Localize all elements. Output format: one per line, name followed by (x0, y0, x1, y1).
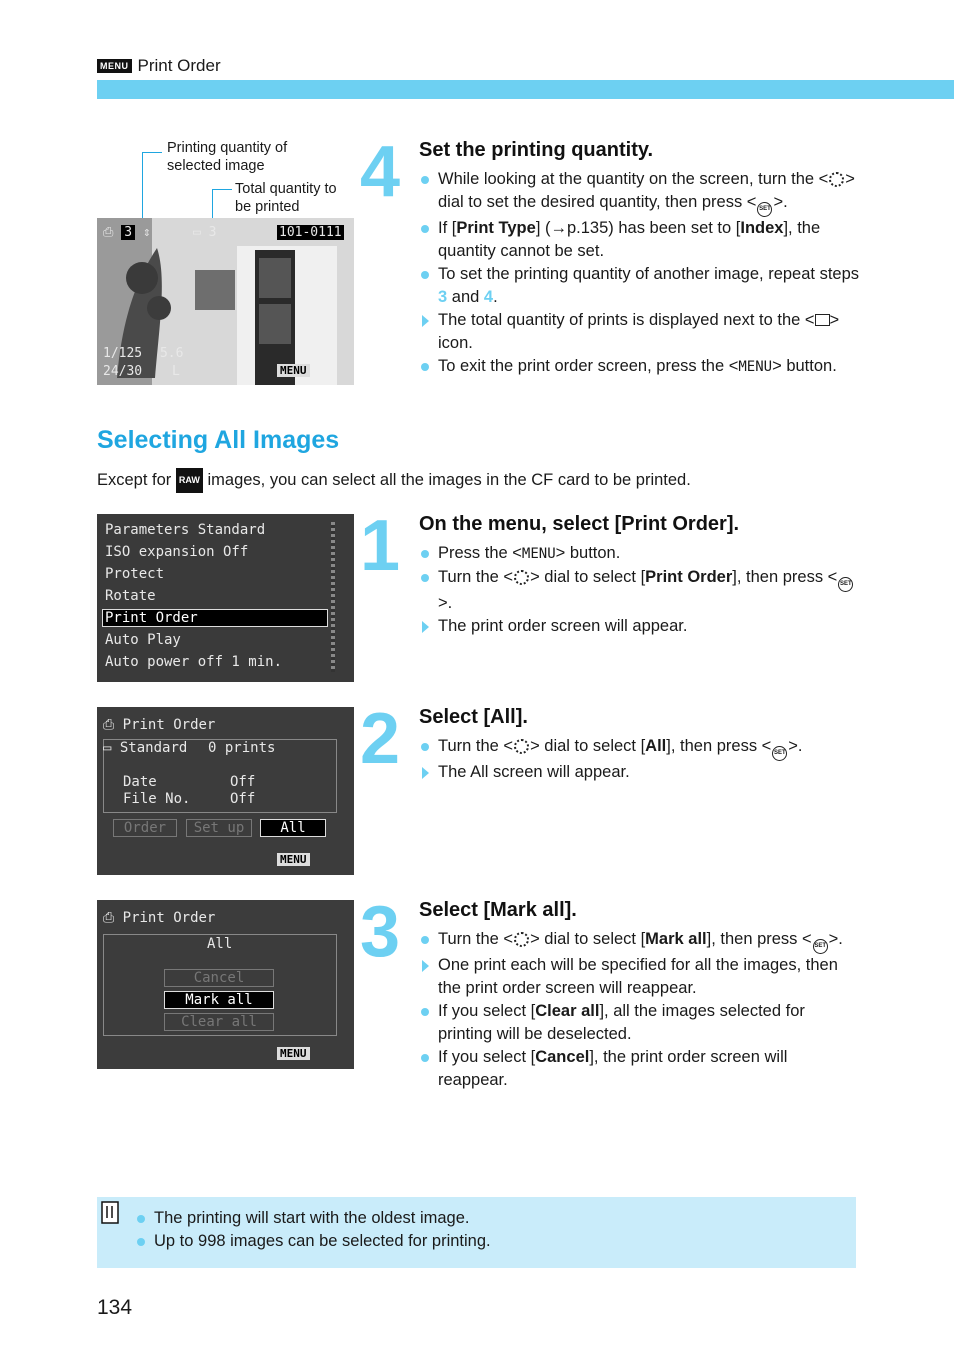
intro-text: Except for (97, 471, 172, 489)
list-item: The All screen will appear. (419, 761, 859, 784)
step-title: Select [All]. (419, 706, 528, 728)
step-2 (419, 706, 859, 784)
lcd-btn-order: Order (113, 819, 177, 837)
note-icon (101, 1201, 121, 1225)
note-item: Up to 998 images can be selected for printing. (135, 1230, 491, 1253)
header-label: Print Order (137, 56, 221, 75)
intro-text: images, you can select all the images in the CF card to be printed. (207, 471, 691, 489)
dial-icon (514, 739, 529, 754)
list-item: The print order screen will appear. (419, 615, 859, 638)
callout-line (142, 152, 162, 153)
list-item: Press the <MENU> button. (419, 542, 859, 566)
set-button-icon: SET (757, 202, 772, 217)
note-box (97, 1197, 856, 1268)
lcd-file-value: Off (230, 791, 256, 807)
print-stack-icon: ▭ (193, 225, 201, 240)
menu-row: Auto Play (105, 632, 181, 648)
print-icon: ⎙ (103, 910, 115, 926)
print-icon: ⎙ (103, 717, 115, 733)
step-number: 2 (360, 699, 397, 779)
lcd-menu-icon: MENU (277, 364, 310, 377)
lcd-menu-icon: MENU (277, 1047, 310, 1060)
lcd-btn-mark-all: Mark all (164, 991, 274, 1009)
menu-row: Rotate (105, 588, 156, 604)
menu-row: Auto power off 1 min. (105, 654, 283, 670)
note-item: The printing will start with the oldest image. (135, 1207, 491, 1230)
dial-icon (514, 932, 529, 947)
section-intro (97, 468, 691, 493)
list-item: To set the printing quantity of another image, repeat steps 3 and 4. (419, 263, 859, 309)
lcd-print-quantity (97, 218, 354, 385)
lcd-date-label: Date (123, 774, 157, 790)
print-stack-icon (815, 314, 830, 326)
list-item: If you select [Clear all], all the images selected for printing will be deselected. (419, 1000, 859, 1046)
list-item: Turn the < > dial to select [All], then press < SET >. (419, 735, 859, 761)
lcd-prints: 0 prints (208, 740, 276, 756)
step-3 (419, 899, 859, 1092)
set-button-icon: SET (813, 939, 828, 954)
step-1 (419, 513, 859, 638)
callout-qty-total: Total quantity to be printed (235, 181, 337, 215)
dial-icon (514, 570, 529, 585)
lcd-standard: Standard (119, 740, 188, 756)
lcd-shutter: 1/125 (103, 346, 143, 361)
list-item: One print each will be specified for all the images, then the print order screen will reappear. (419, 954, 859, 1000)
lcd-frame: 24/30 (103, 364, 143, 379)
list-item: While looking at the quantity on the screen, turn the < > dial to set the desired quantity, then press < SET >. (419, 168, 859, 217)
callout-qty-selected: Printing quantity of selected image (167, 140, 288, 174)
header-bar (97, 80, 954, 99)
set-button-icon: SET (838, 577, 853, 592)
lcd-file-label: File No. (123, 791, 191, 807)
list-item: Turn the < > dial to select [Mark all], then press < SET >. (419, 928, 859, 954)
print-stack-icon: ▭ (103, 740, 112, 756)
list-item: To exit the print order screen, press the <MENU> button. (419, 355, 859, 379)
lcd-btn-all: All (260, 819, 326, 837)
menu-icon: MENU (97, 59, 132, 73)
step-title: On the menu, select [Print Order]. (419, 513, 740, 535)
lcd-aperture: 5.6 (159, 346, 184, 361)
lcd-btn-cancel: Cancel (164, 969, 274, 987)
raw-icon: RAW (176, 468, 203, 493)
lcd-menu-icon: MENU (277, 853, 310, 866)
step-number: 3 (360, 892, 397, 972)
lcd-total: 3 (208, 225, 217, 240)
lcd-subtitle: All (207, 936, 233, 952)
menu-row: Protect (105, 566, 165, 582)
lcd-all (97, 900, 354, 1069)
lcd-date-value: Off (230, 774, 256, 790)
lcd-file: 101-0111 (279, 225, 342, 240)
updown-icon: ⇕ (142, 225, 151, 240)
menu-row-selected: Print Order (103, 610, 327, 626)
dial-icon (829, 172, 844, 187)
page-header (97, 56, 221, 76)
list-item: If you select [Cancel], the print order screen will reappear. (419, 1046, 859, 1092)
print-icon: ⎙ (103, 225, 114, 240)
menu-row: ISO expansion Off (105, 544, 249, 560)
lcd-quality: L (171, 364, 180, 379)
lcd-title: Print Order (122, 910, 216, 926)
lcd-scrollbar (331, 522, 335, 672)
section-title: Selecting All Images (97, 426, 340, 454)
page-number: 134 (97, 1296, 133, 1319)
list-item: If [Print Type] (→p.135) has been set to [Index], the quantity cannot be set. (419, 217, 859, 263)
step-title: Set the printing quantity. (419, 139, 654, 161)
menu-row: Parameters Standard (105, 522, 266, 538)
list-item: Turn the < > dial to select [Print Order], then press < SET>. (419, 566, 859, 615)
lcd-qty: 3 (121, 225, 135, 240)
step-4 (419, 139, 859, 379)
lcd-title: Print Order (122, 717, 216, 733)
step-title: Select [Mark all]. (419, 899, 577, 921)
list-item: The total quantity of prints is displayed next to the < > icon. (419, 309, 859, 355)
lcd-print-order (97, 707, 354, 875)
lcd-btn-clear-all: Clear all (164, 1013, 274, 1031)
lcd-menu (97, 514, 354, 682)
step-number: 1 (360, 506, 397, 586)
set-button-icon: SET (772, 746, 787, 761)
lcd-btn-setup: Set up (186, 819, 252, 837)
callout-line (212, 189, 232, 190)
step-number: 4 (360, 132, 397, 212)
